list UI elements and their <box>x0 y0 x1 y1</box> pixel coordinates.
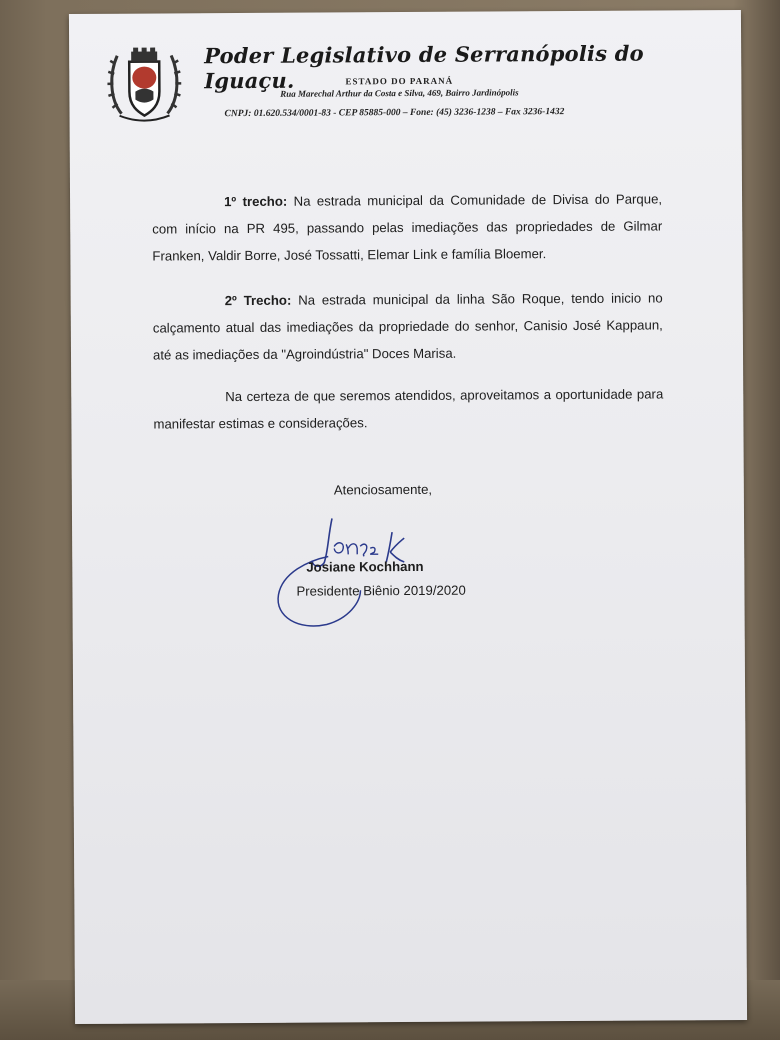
signatory-name: Josiane Kochhann <box>306 558 424 575</box>
trecho-1-label: 1º trecho: <box>224 193 288 210</box>
paragraph-trecho-1 <box>152 185 662 269</box>
trecho-2-text: Na estrada municipal da linha São Roque, tendo inicio no calçamento atual das imediações da propriedade do senhor, Canisio José Kappaun, até as imediações da "Agroindústria" Doces Marisa. <box>152 290 663 363</box>
institution-contact: CNPJ: 01.620.534/0001-83 - CEP 85885-000 – Fone: (45) 3236-1238 – Fax 3236-1432 <box>224 107 565 120</box>
trecho-2-label: 2º Trecho: <box>224 292 292 309</box>
document-page <box>69 10 747 1024</box>
paragraph-closing-remarks <box>153 380 663 437</box>
trecho-1-text: Na estrada municipal da Comunidade de Divisa do Parque, com início na PR 495, passando pelas imediações das propriedades de Gilmar Franken, Valdir Borre, José Tossatti, Elemar Link e família Bloemer. <box>152 191 663 264</box>
closing-remarks-text: Na certeza de que seremos atendidos, aproveitamos a oportunidade para manifestar estimas e considerações. <box>153 386 664 432</box>
institution-address: Rua Marechal Arthur da Costa e Silva, 469, Bairro Jardinópolis <box>280 87 519 99</box>
institution-title: Poder Legislativo de Serranópolis do Iguaçu. <box>204 40 644 94</box>
closing-greeting: Atenciosamente, <box>333 481 433 498</box>
paragraph-trecho-2 <box>153 284 663 368</box>
coat-of-arms-icon <box>107 43 181 123</box>
handwritten-signature <box>268 506 469 657</box>
signatory-role: Presidente Biênio 2019/2020 <box>296 582 466 599</box>
state-name: ESTADO DO PARANÁ <box>345 75 454 87</box>
